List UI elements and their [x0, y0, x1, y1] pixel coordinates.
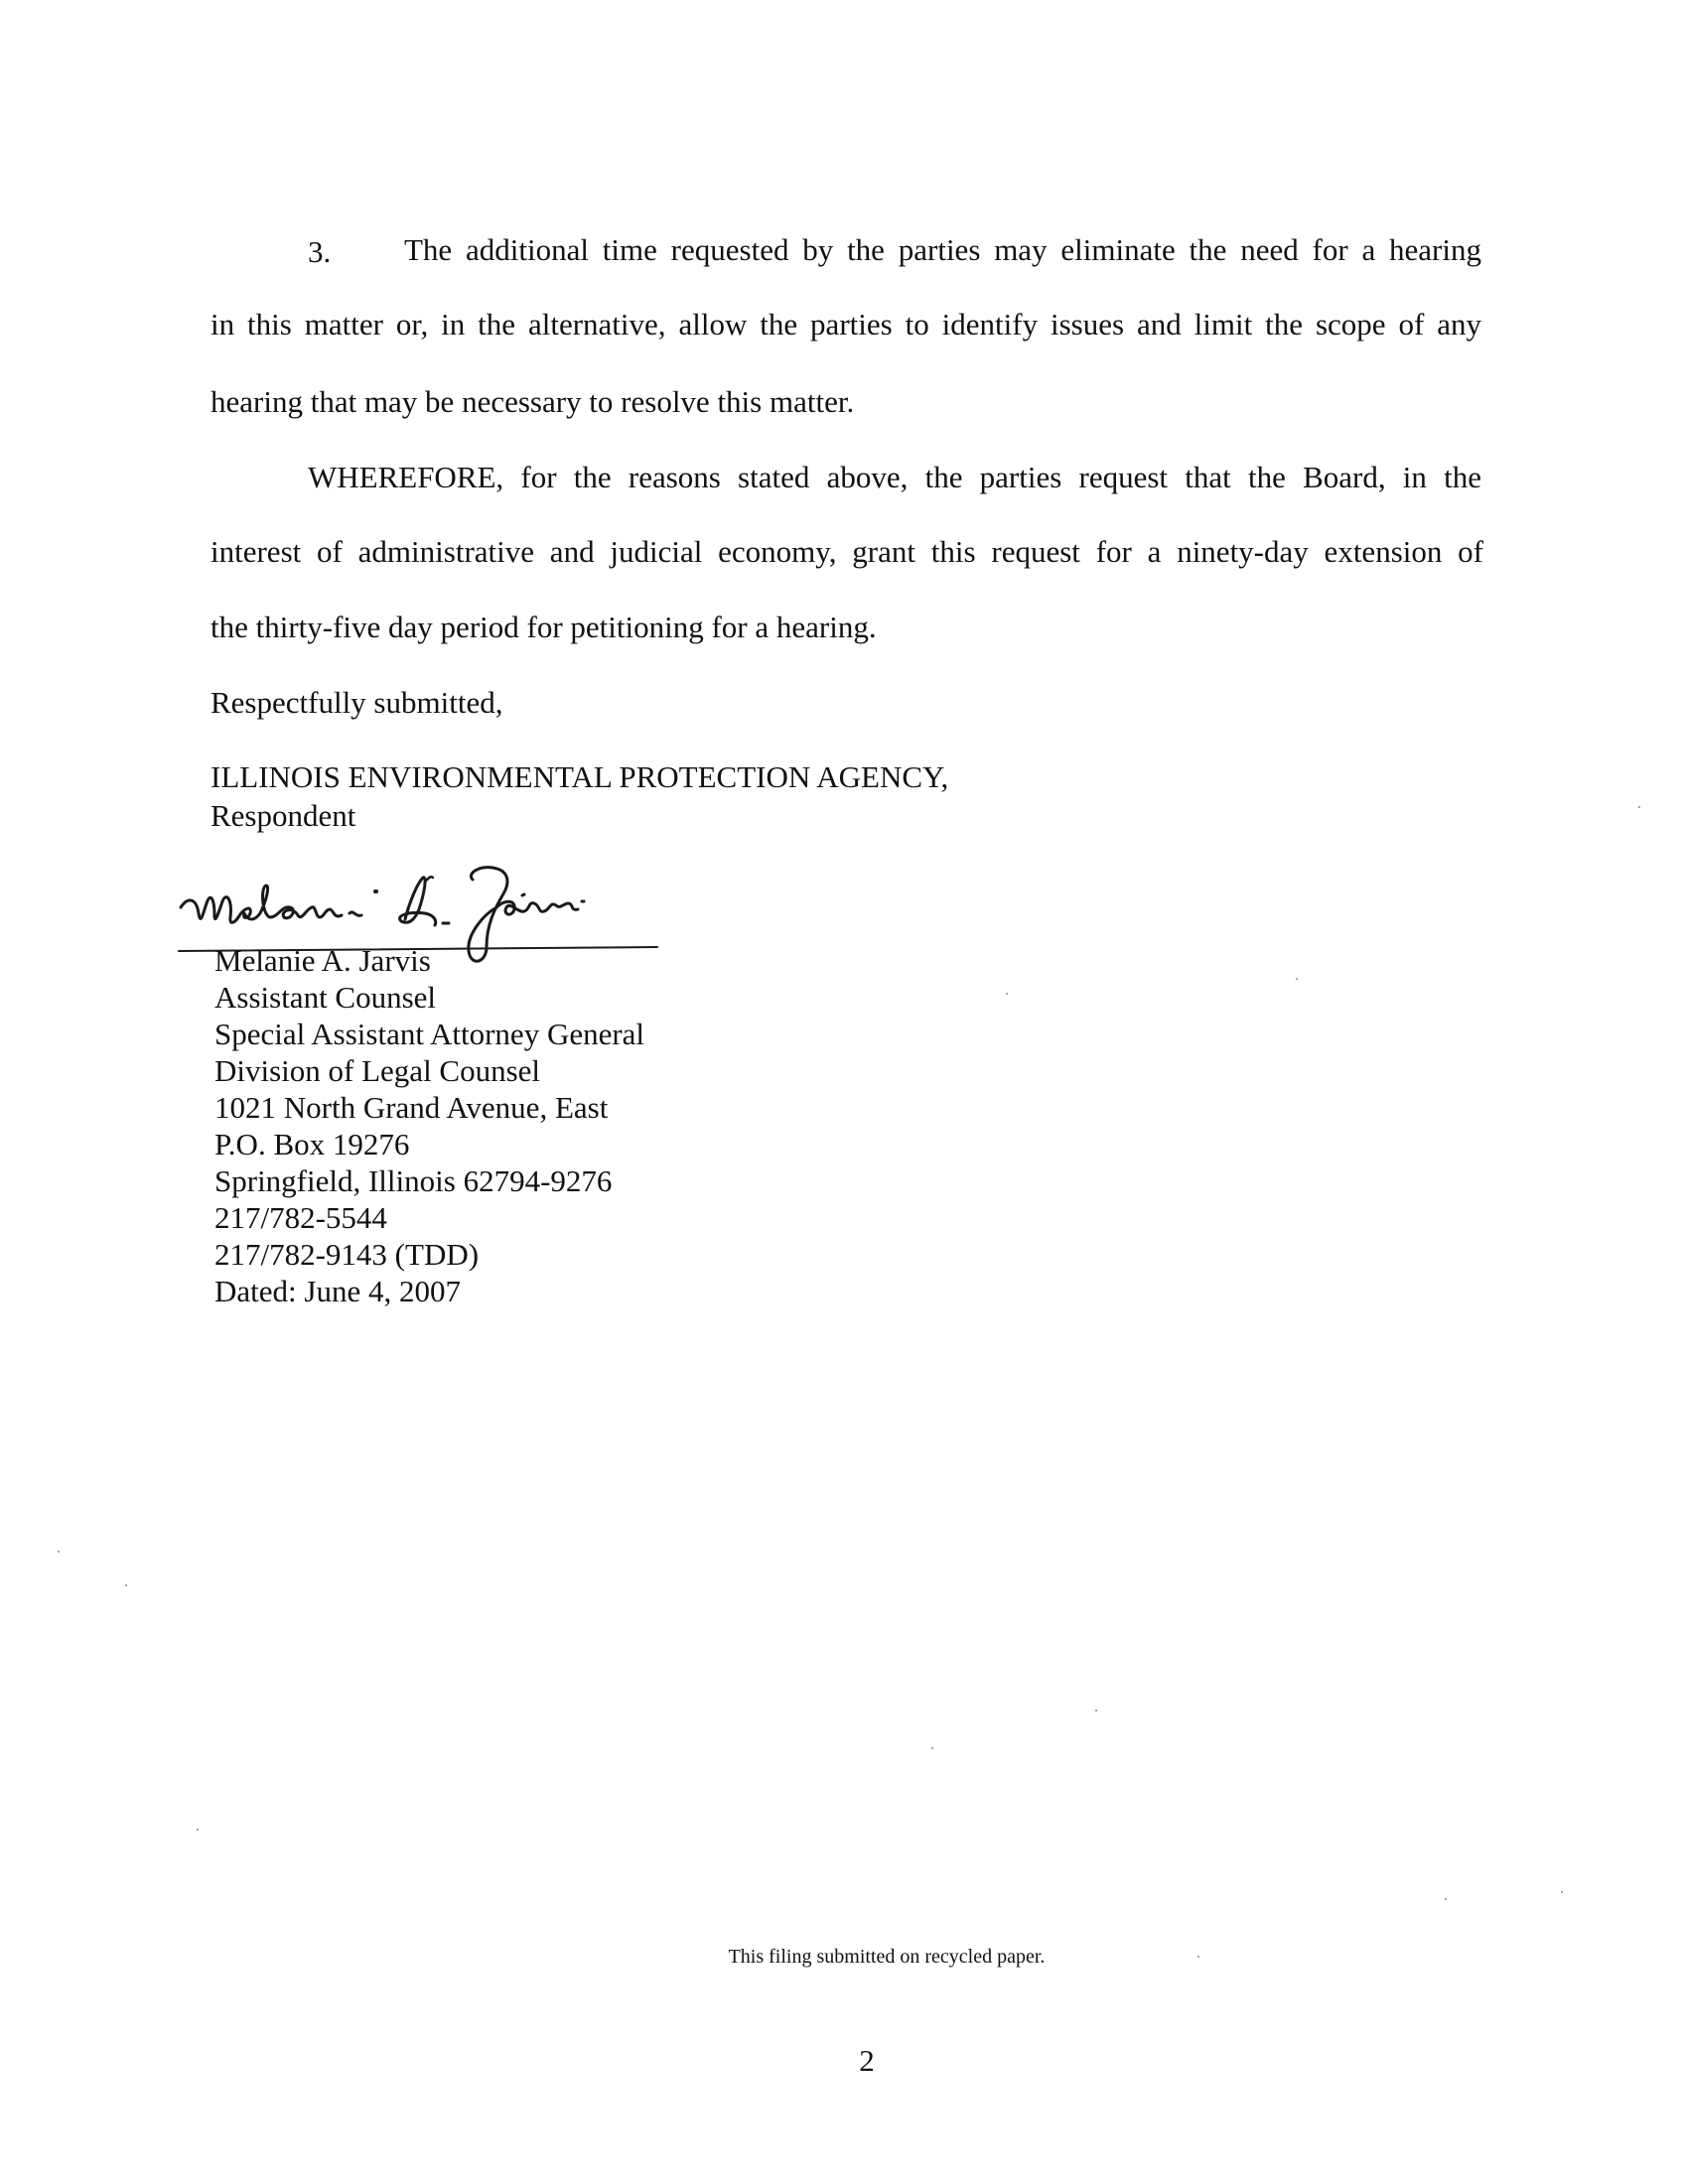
signer-phone: 217/782-5544 [214, 1200, 387, 1235]
scan-speck [1445, 1898, 1447, 1900]
signer-title: Assistant Counsel [214, 980, 437, 1015]
paragraph-line: the thirty-five day period for petitioning for a hearing. [210, 610, 877, 644]
signer-title: Special Assistant Attorney General [214, 1017, 645, 1051]
signer-name: Melanie A. Jarvis [214, 943, 431, 978]
scan-speck [931, 1747, 933, 1749]
party-name: ILLINOIS ENVIRONMENTAL PROTECTION AGENCY, [210, 759, 949, 794]
signer-dated: Dated: June 4, 2007 [214, 1274, 461, 1308]
scan-speck [1095, 1709, 1097, 1711]
scan-speck [1197, 1956, 1199, 1958]
recycled-paper-note: This filing submitted on recycled paper. [728, 1946, 1046, 1968]
scan-speck [197, 1829, 199, 1831]
scan-speck [125, 1584, 127, 1586]
signer-tdd: 217/782-9143 (TDD) [214, 1237, 480, 1272]
paragraph-number: 3. [308, 234, 332, 269]
scan-speck [58, 1551, 60, 1553]
paragraph-line: interest of administrative and judicial economy, grant this request for a ninety-day extension of [210, 534, 1483, 569]
scan-speck [1638, 806, 1640, 808]
paragraph-line: The additional time requested by the parties may eliminate the need for a hearing [404, 232, 1481, 267]
closing-text: Respectfully submitted, [210, 685, 503, 720]
paragraph-line: WHEREFORE, for the reasons stated above, the parties request that the Board, in the [308, 460, 1481, 494]
paragraph-line: hearing that may be necessary to resolve this matter. [210, 384, 855, 419]
scan-speck [1006, 993, 1008, 995]
party-role: Respondent [210, 798, 356, 833]
scan-speck [1561, 1891, 1563, 1893]
signer-street: 1021 North Grand Avenue, East [214, 1090, 609, 1125]
paragraph-line: in this matter or, in the alternative, allow the parties to identify issues and limit the scope of any [210, 307, 1481, 341]
signer-city: Springfield, Illinois 62794-9276 [214, 1163, 613, 1198]
page-number: 2 [859, 2043, 875, 2078]
signer-division: Division of Legal Counsel [214, 1053, 541, 1088]
scan-speck [1296, 978, 1298, 980]
signer-po-box: P.O. Box 19276 [214, 1127, 410, 1161]
